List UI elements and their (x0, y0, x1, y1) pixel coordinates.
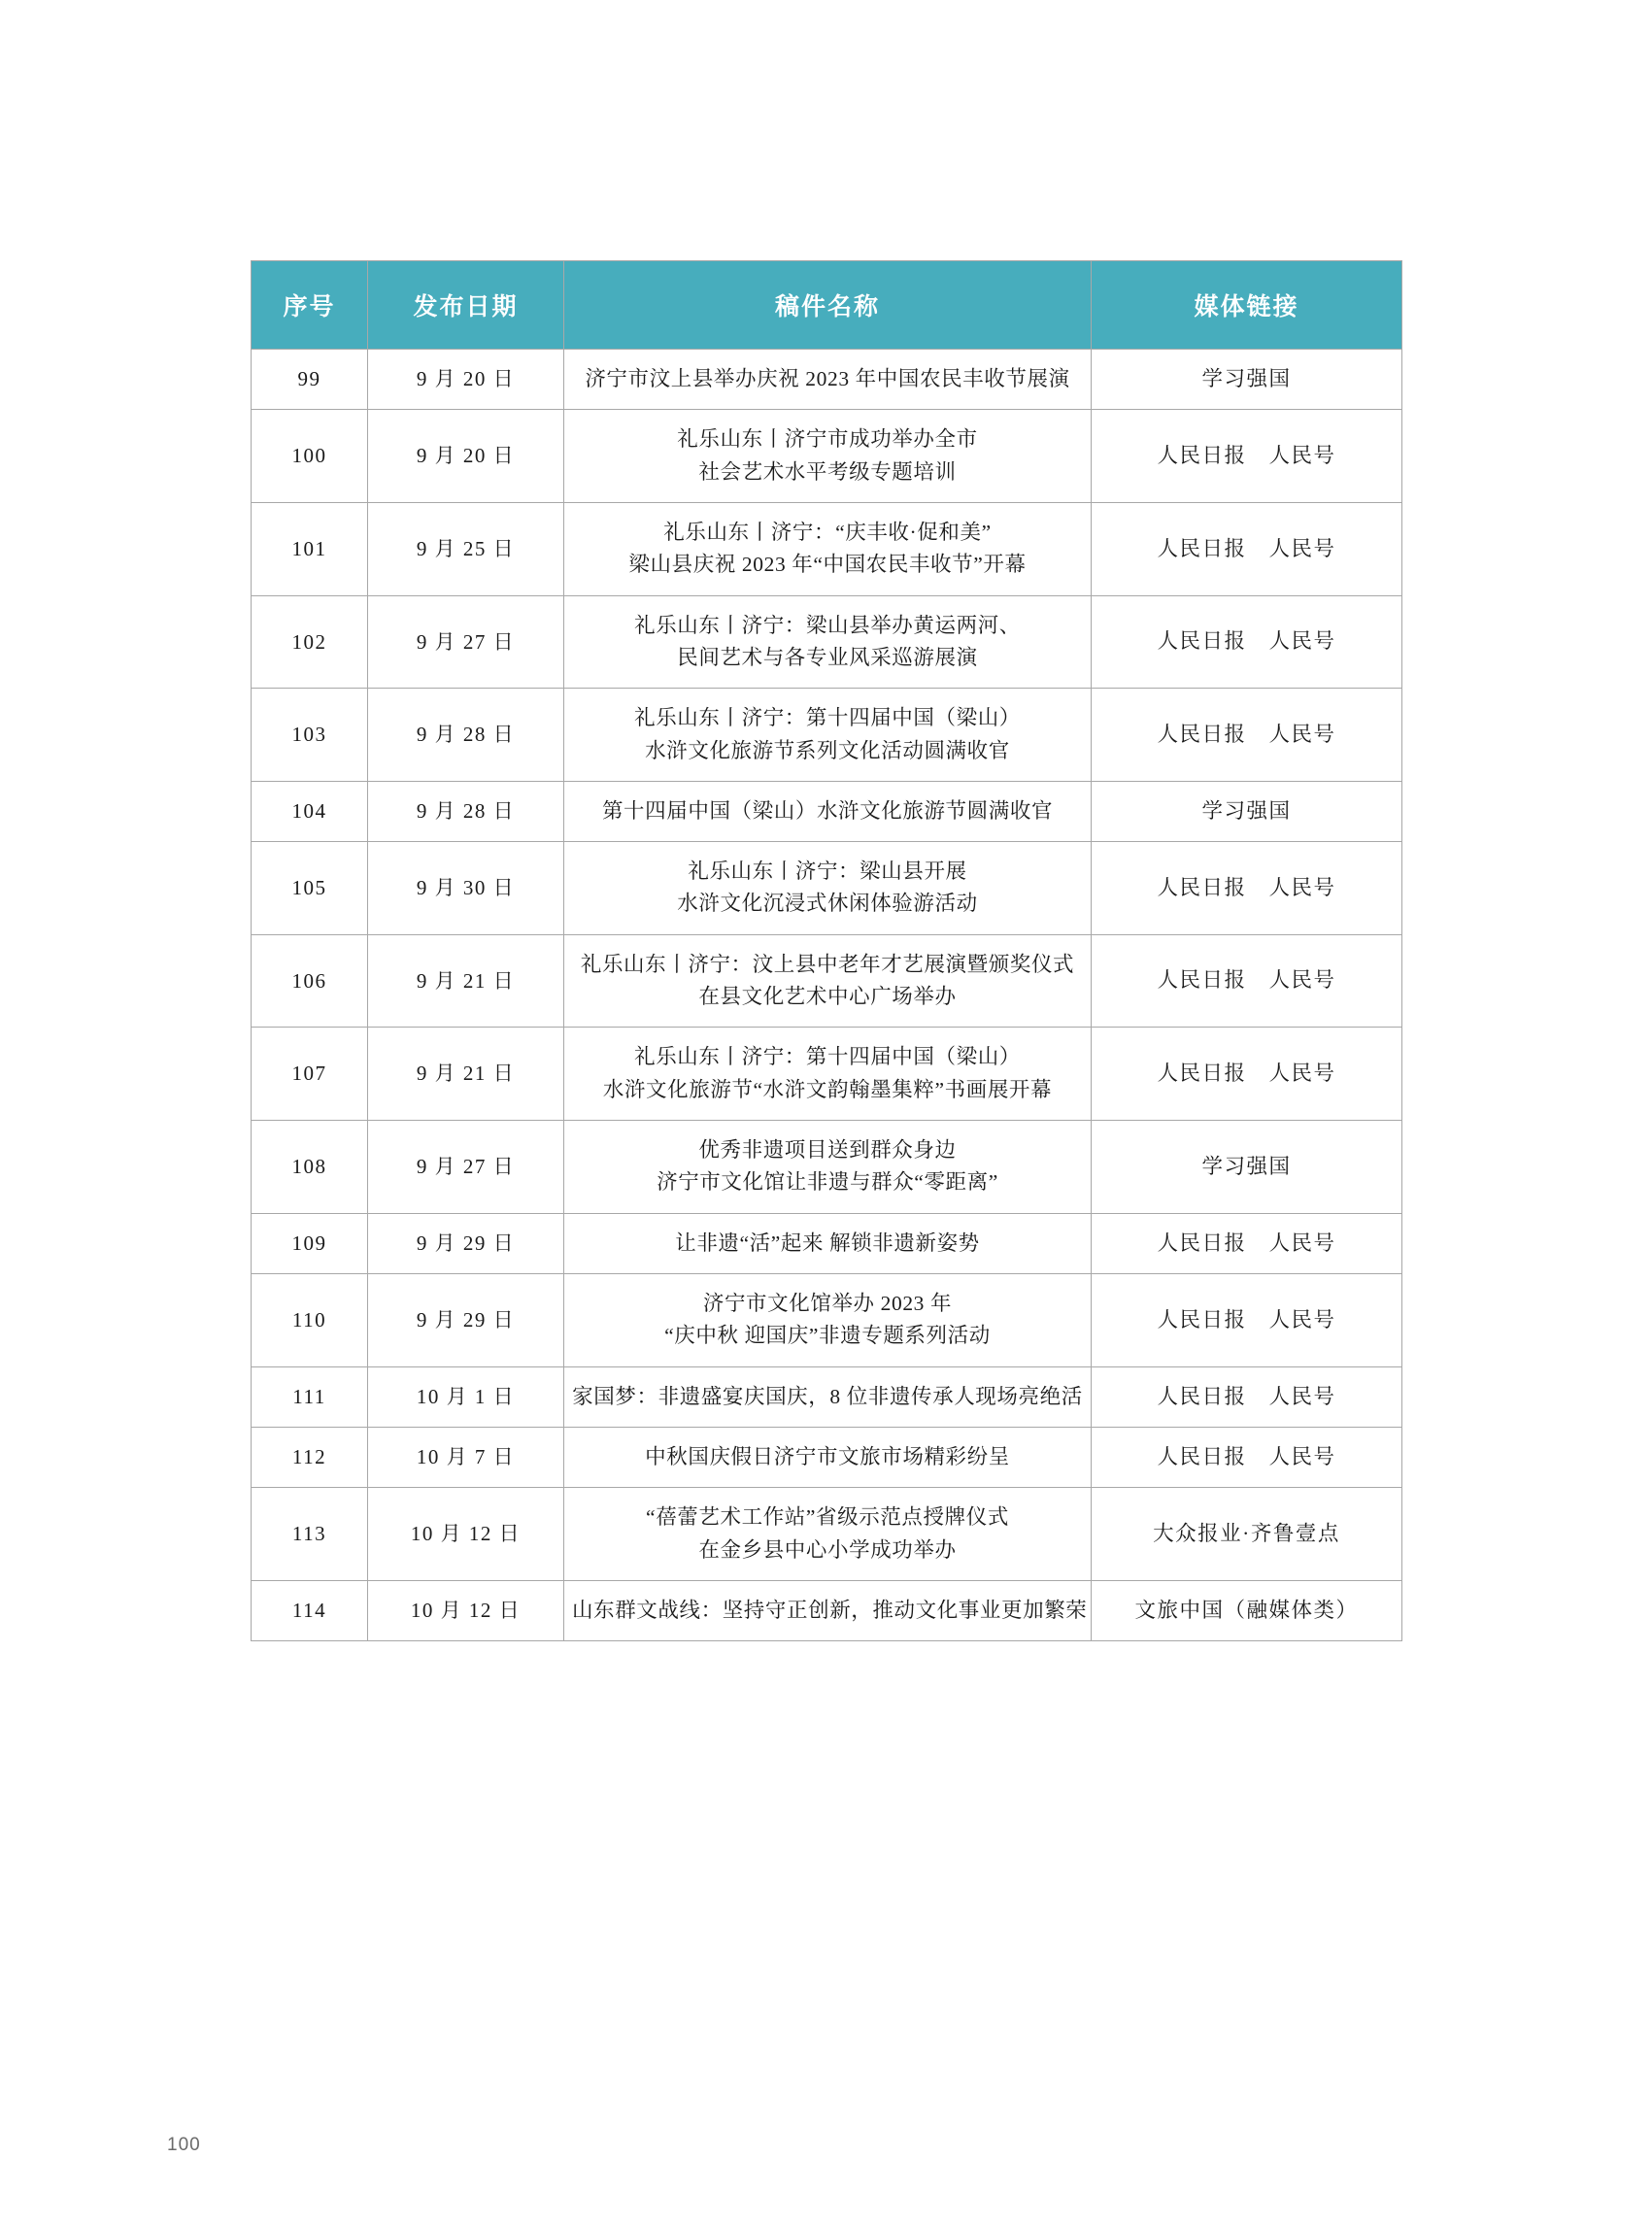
table-row (252, 1366, 1402, 1427)
cell-title-line: 礼乐山东丨济宁：梁山县举办黄运两河、 (634, 613, 1021, 637)
cell-media: 人民日报 人民号 (1092, 502, 1402, 595)
cell-media: 人民日报 人民号 (1092, 842, 1402, 935)
table-row (252, 1427, 1402, 1487)
cell-index: 112 (252, 1427, 368, 1487)
cell-title (564, 1488, 1092, 1581)
cell-media: 大众报业·齐鲁壹点 (1092, 1488, 1402, 1581)
cell-title (564, 1273, 1092, 1366)
cell-title-line: 山东群文战线：坚持守正创新，推动文化事业更加繁荣 (572, 1598, 1088, 1622)
cell-title-line: 社会艺术水平考级专题培训 (698, 459, 957, 484)
table-row (252, 595, 1402, 689)
table-row (252, 781, 1402, 841)
cell-title (564, 1366, 1092, 1427)
cell-title (564, 689, 1092, 782)
table-row (252, 934, 1402, 1028)
table-row (252, 1273, 1402, 1366)
cell-media: 人民日报 人民号 (1092, 689, 1402, 782)
cell-title (564, 502, 1092, 595)
column-header-title: 稿件名称 (564, 261, 1092, 350)
cell-date: 9 月 20 日 (368, 410, 564, 503)
cell-media: 学习强国 (1092, 350, 1402, 410)
cell-media: 人民日报 人民号 (1092, 1427, 1402, 1487)
cell-date: 9 月 29 日 (368, 1273, 564, 1366)
cell-title (564, 410, 1092, 503)
cell-media: 人民日报 人民号 (1092, 595, 1402, 689)
cell-title-line: “蓓蕾艺术工作站”省级示范点授牌仪式 (646, 1505, 1009, 1530)
cell-date: 9 月 30 日 (368, 842, 564, 935)
cell-date: 9 月 21 日 (368, 1028, 564, 1121)
table-row (252, 350, 1402, 410)
cell-title-line: 礼乐山东丨济宁：梁山县开展 (688, 860, 967, 884)
cell-title (564, 595, 1092, 689)
cell-title-line: 礼乐山东丨济宁：“庆丰收·促和美” (663, 520, 992, 544)
cell-title-line: 礼乐山东丨济宁：汶上县中老年才艺展演暨颁奖仪式 (580, 952, 1075, 976)
cell-date: 9 月 27 日 (368, 1121, 564, 1214)
cell-index: 101 (252, 502, 368, 595)
cell-title-line: 在金乡县中心小学成功举办 (698, 1537, 957, 1562)
cell-date: 9 月 21 日 (368, 934, 564, 1028)
cell-title-line: 礼乐山东丨济宁市成功举办全市 (677, 427, 978, 452)
cell-title-line: 水浒文化旅游节系列文化活动圆满收官 (645, 738, 1010, 762)
cell-media: 学习强国 (1092, 1121, 1402, 1214)
cell-title (564, 1580, 1092, 1640)
table-header (252, 261, 1402, 350)
cell-title-line: “庆中秋 迎国庆”非遗专题系列活动 (664, 1324, 991, 1348)
column-header-index: 序号 (252, 261, 368, 350)
media-coverage-table-container (251, 260, 1401, 1641)
cell-title-line: 济宁市汶上县举办庆祝 2023 年中国农民丰收节展演 (585, 367, 1070, 390)
cell-media: 学习强国 (1092, 781, 1402, 841)
cell-title-line: 水浒文化旅游节“水浒文韵翰墨集粹”书画展开幕 (602, 1077, 1053, 1101)
cell-date: 10 月 12 日 (368, 1580, 564, 1640)
table-header-row (252, 261, 1402, 350)
cell-date: 9 月 28 日 (368, 689, 564, 782)
cell-index: 113 (252, 1488, 368, 1581)
cell-title-line: 水浒文化沉浸式休闲体验游活动 (677, 892, 978, 916)
cell-date: 9 月 20 日 (368, 350, 564, 410)
cell-index: 103 (252, 689, 368, 782)
cell-media: 人民日报 人民号 (1092, 410, 1402, 503)
cell-media: 人民日报 人民号 (1092, 934, 1402, 1028)
cell-title-line: 礼乐山东丨济宁：第十四届中国（梁山） (634, 706, 1021, 730)
cell-date: 10 月 7 日 (368, 1427, 564, 1487)
cell-date: 9 月 28 日 (368, 781, 564, 841)
cell-title (564, 781, 1092, 841)
cell-media: 人民日报 人民号 (1092, 1213, 1402, 1273)
cell-title-line: 第十四届中国（梁山）水浒文化旅游节圆满收官 (601, 798, 1054, 823)
cell-index: 107 (252, 1028, 368, 1121)
cell-media: 人民日报 人民号 (1092, 1028, 1402, 1121)
cell-date: 10 月 12 日 (368, 1488, 564, 1581)
cell-date: 9 月 27 日 (368, 595, 564, 689)
cell-media: 人民日报 人民号 (1092, 1366, 1402, 1427)
cell-title-line: 济宁市文化馆举办 2023 年 (702, 1291, 953, 1315)
cell-title-line: 中秋国庆假日济宁市文旅市场精彩纷呈 (645, 1444, 1010, 1468)
table-row (252, 502, 1402, 595)
cell-index: 100 (252, 410, 368, 503)
cell-title-line: 在县文化艺术中心广场举办 (698, 985, 957, 1009)
cell-title-line: 济宁市文化馆让非遗与群众“零距离” (657, 1170, 998, 1195)
cell-title-line: 民间艺术与各专业风采巡游展演 (677, 645, 978, 669)
cell-title-line: 家国梦：非遗盛宴庆国庆，8 位非遗传承人现场亮绝活 (572, 1384, 1083, 1408)
cell-title (564, 842, 1092, 935)
cell-title-line: 梁山县庆祝 2023 年“中国农民丰收节”开幕 (628, 553, 1027, 577)
cell-index: 102 (252, 595, 368, 689)
cell-title (564, 1121, 1092, 1214)
cell-index: 110 (252, 1273, 368, 1366)
cell-date: 9 月 29 日 (368, 1213, 564, 1273)
cell-title-line: 让非遗“活”起来 解锁非遗新姿势 (675, 1230, 980, 1255)
cell-title (564, 1028, 1092, 1121)
cell-title (564, 1427, 1092, 1487)
cell-media: 文旅中国（融媒体类） (1092, 1580, 1402, 1640)
column-header-media: 媒体链接 (1092, 261, 1402, 350)
page-number: 100 (167, 2135, 201, 2155)
cell-date: 9 月 25 日 (368, 502, 564, 595)
media-coverage-table (251, 260, 1402, 1641)
cell-index: 99 (252, 350, 368, 410)
cell-index: 114 (252, 1580, 368, 1640)
cell-title (564, 350, 1092, 410)
cell-index: 109 (252, 1213, 368, 1273)
table-row (252, 1121, 1402, 1214)
cell-index: 108 (252, 1121, 368, 1214)
cell-media: 人民日报 人民号 (1092, 1273, 1402, 1366)
cell-title (564, 934, 1092, 1028)
cell-title (564, 1213, 1092, 1273)
table-body (252, 350, 1402, 1641)
cell-index: 104 (252, 781, 368, 841)
cell-index: 106 (252, 934, 368, 1028)
table-row (252, 842, 1402, 935)
table-row (252, 1028, 1402, 1121)
cell-title-line: 优秀非遗项目送到群众身边 (698, 1138, 957, 1162)
table-row (252, 1488, 1402, 1581)
table-row (252, 689, 1402, 782)
cell-index: 111 (252, 1366, 368, 1427)
table-row (252, 410, 1402, 503)
table-row (252, 1213, 1402, 1273)
cell-date: 10 月 1 日 (368, 1366, 564, 1427)
cell-index: 105 (252, 842, 368, 935)
cell-title-line: 礼乐山东丨济宁：第十四届中国（梁山） (634, 1045, 1021, 1069)
table-row (252, 1580, 1402, 1640)
column-header-date: 发布日期 (368, 261, 564, 350)
